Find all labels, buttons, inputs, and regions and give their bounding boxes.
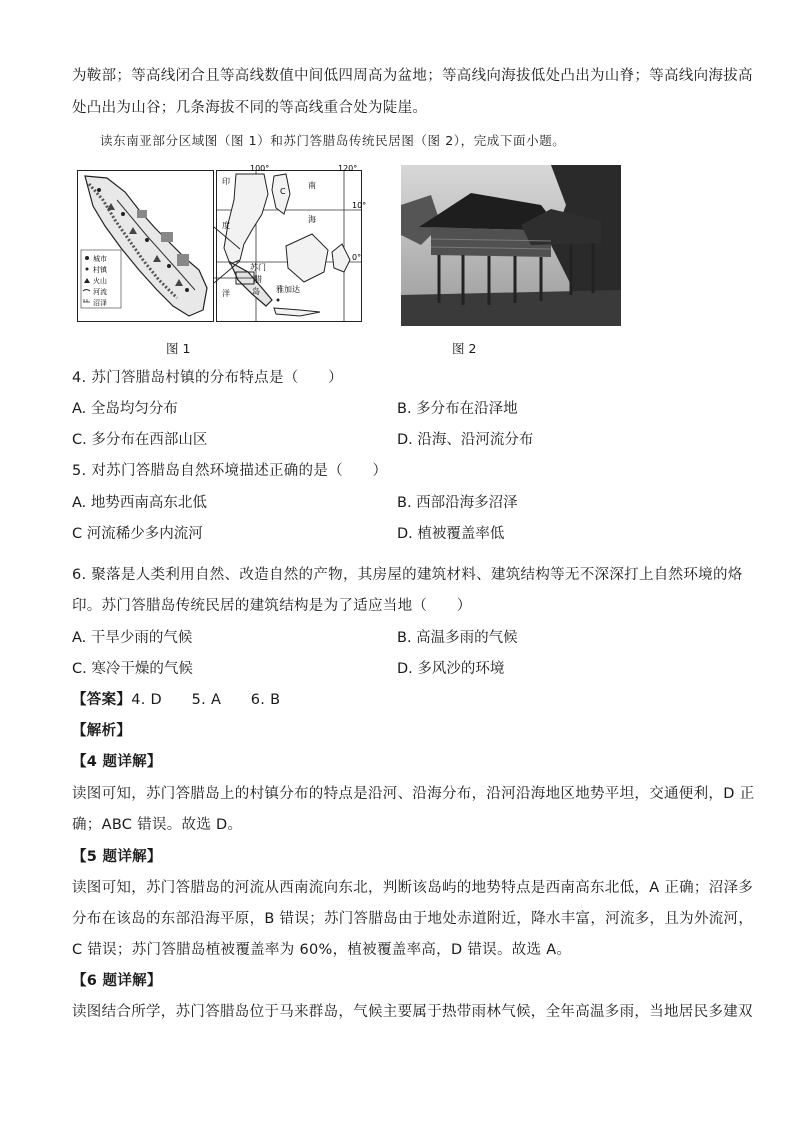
q5-option-d: D. 植被覆盖率低 xyxy=(397,526,505,542)
question-4-stem: 4. 苏门答腊岛村镇的分布特点是（ ） xyxy=(72,370,343,386)
label-indian-1: 印 xyxy=(222,177,230,186)
legend-swamp: 沼泽 xyxy=(93,299,107,307)
legend-town: 村镇 xyxy=(93,266,107,274)
label-dao: 岛 xyxy=(252,287,260,296)
q4-analysis-line: 读图可知，苏门答腊岛上的村镇分布的特点是沿河、沿海分布，沿河沿海地区地势平坦，交通便利，D 正 xyxy=(72,786,755,802)
analysis-label: 【解析】 xyxy=(72,723,132,739)
label-jakarta: 雅加达 xyxy=(276,285,300,294)
legend-volcano: 火山 xyxy=(93,277,107,285)
answer-label: 【答案】 xyxy=(72,692,132,708)
q4-option-c: C. 多分布在西部山区 xyxy=(72,432,208,448)
q6-option-c: C. 寒冷干燥的气候 xyxy=(72,661,193,677)
label-indian-2: 度 xyxy=(222,221,230,230)
q6-analysis-line: 读图结合所学，苏门答腊岛位于马来群岛，气候主要属于热带雨林气候，全年高温多雨，当地居民多建双 xyxy=(72,1004,753,1020)
q5-analysis-line: 分布在该岛的东部沿海平原，B 错误；苏门答腊岛由于地处赤道附近，降水丰富，河流多，且为外流河， xyxy=(72,911,754,927)
label-c: C xyxy=(280,187,286,196)
text-line: 为鞍部；等高线闭合且等高线数值中间低四周高为盆地；等高线向海拔低处凸出为山脊；等高线向海拔高 xyxy=(72,68,753,84)
traditional-house-photo xyxy=(401,165,621,326)
q6-option-b: B. 高温多雨的气候 xyxy=(397,630,518,646)
q4-option-b: B. 多分布在沿泽地 xyxy=(397,401,518,417)
lon-label-120: 120° xyxy=(338,164,358,173)
answer-values: 4. D 5. A 6. B xyxy=(131,692,281,708)
q4-option-a: A. 全岛均匀分布 xyxy=(72,401,178,417)
q4-option-d: D. 沿海、沿河流分布 xyxy=(397,432,534,448)
legend-city: 城市 xyxy=(93,255,107,263)
fig1-caption: 图 1 xyxy=(166,341,191,356)
label-indian-3: 洋 xyxy=(222,289,230,298)
q5-analysis-line: 读图可知，苏门答腊岛的河流从西南流向东北，判断该岛屿的地势特点是西南高东北低，A 正确；沼泽多 xyxy=(72,880,754,896)
q5-option-b: B. 西部沿海多沼泽 xyxy=(397,495,518,511)
q4-analysis-title: 【4 题详解】 xyxy=(72,754,162,770)
lat-label-10: 10° xyxy=(352,201,367,210)
label-sumen: 苏门 xyxy=(250,263,266,272)
label-la: 腊 xyxy=(254,275,262,284)
question-6-stem-line2: 印。苏门答腊岛传统民居的建筑结构是为了适应当地（ ） xyxy=(72,598,472,614)
question-intro: 读东南亚部分区域图（图 1）和苏门答腊岛传统民居图（图 2），完成下面小题。 xyxy=(100,133,566,148)
legend-river: 河流 xyxy=(93,288,107,296)
q6-option-a: A. 干旱少雨的气候 xyxy=(72,630,193,646)
q5-option-c: C 河流稀少多内流河 xyxy=(72,526,203,542)
q5-option-a: A. 地势西南高东北低 xyxy=(72,495,207,511)
lat-label-0: 0° xyxy=(352,253,362,262)
question-6-stem-line1: 6. 聚落是人类利用自然、改造自然的产物，其房屋的建筑材料、建筑结构等无不深深打上自然环境的烙 xyxy=(72,567,743,583)
label-sea: 海 xyxy=(308,215,316,224)
label-south: 南 xyxy=(308,181,316,190)
fig2-caption: 图 2 xyxy=(452,341,477,356)
lon-label-100: 100° xyxy=(250,164,270,173)
q5-analysis-title: 【5 题详解】 xyxy=(72,849,162,865)
sumatra-detail-map xyxy=(77,170,214,322)
q6-analysis-title: 【6 题详解】 xyxy=(72,973,162,989)
map-legend xyxy=(81,250,121,308)
question-5-stem: 5. 对苏门答腊岛自然环境描述正确的是（ ） xyxy=(72,463,388,479)
q6-option-d: D. 多风沙的环境 xyxy=(397,661,505,677)
map-connector-lines xyxy=(212,225,242,285)
answer-line xyxy=(72,690,280,710)
text-line: 处凸出为山谷；几条海拔不同的等高线重合处为陡崖。 xyxy=(72,100,428,116)
q5-analysis-line: C 错误；苏门答腊岛植被覆盖率为 60%，植被覆盖率高，D 错误。故选 A。 xyxy=(72,942,572,958)
q4-analysis-line: 确；ABC 错误。故选 D。 xyxy=(72,817,243,833)
